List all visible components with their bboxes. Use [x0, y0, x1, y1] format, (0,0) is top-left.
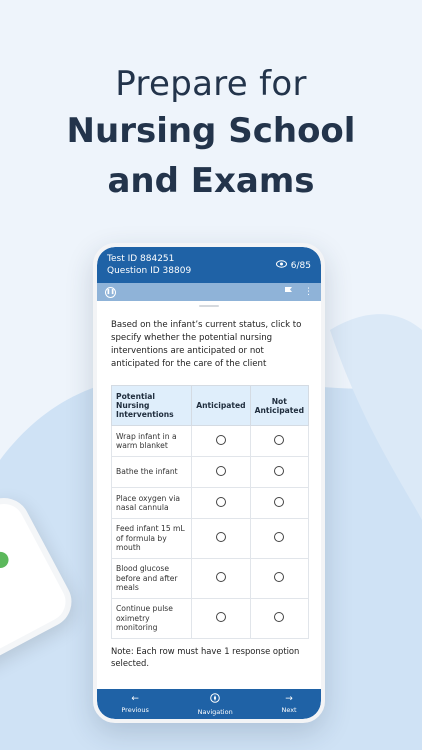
arrow-right-icon: →: [285, 693, 293, 704]
question-content: [97, 307, 321, 669]
phone-mockup: [93, 243, 325, 723]
row-label: Blood glucose before and after meals: [112, 559, 192, 599]
headline-line-2: Nursing School: [66, 111, 356, 151]
question-id: Question ID 38809: [107, 266, 192, 276]
pause-icon[interactable]: ❚❚: [105, 287, 116, 298]
progress-chip: [0, 549, 11, 571]
table-row: [112, 519, 309, 559]
row-label: Feed infant 15 mL of formula by mouth: [112, 519, 192, 559]
headline-line-3: and Exams: [107, 161, 315, 201]
app-header: [97, 247, 321, 283]
row-label: Wrap infant in a warm blanket: [112, 426, 192, 457]
app-screen: [97, 247, 321, 719]
flag-icon[interactable]: [284, 286, 294, 298]
table-row: [112, 426, 309, 457]
table-row: [112, 559, 309, 599]
column-header-not-anticipated: Not Anticipated: [250, 386, 308, 426]
next-label: Next: [281, 705, 297, 714]
more-vertical-icon[interactable]: ⋮: [304, 286, 313, 297]
interventions-table: [111, 385, 309, 639]
anticipated-radio[interactable]: [216, 466, 226, 476]
next-button[interactable]: [281, 695, 296, 714]
table-row: [112, 457, 309, 488]
anticipated-radio[interactable]: [216, 612, 226, 622]
anticipated-radio[interactable]: [216, 572, 226, 582]
table-row: [112, 488, 309, 519]
compass-icon: [210, 693, 220, 706]
anticipated-radio[interactable]: [216, 435, 226, 445]
row-label: Place oxygen via nasal cannula: [112, 488, 192, 519]
bottom-navigation: [97, 689, 321, 719]
row-label: Bathe the infant: [112, 457, 192, 488]
question-text: Based on the infant’s current status, click to specify whether the potential nursing interventions are anticipated or not anticipated for the care of the client: [111, 320, 302, 369]
anticipated-radio[interactable]: [216, 497, 226, 507]
not-anticipated-radio[interactable]: [274, 466, 284, 476]
navigation-button[interactable]: [198, 693, 233, 716]
headline: [0, 62, 422, 206]
question-toolbar: [97, 283, 321, 301]
not-anticipated-radio[interactable]: [274, 497, 284, 507]
column-header-anticipated: Anticipated: [192, 386, 250, 426]
not-anticipated-radio[interactable]: [274, 612, 284, 622]
arrow-left-icon: ←: [131, 693, 139, 704]
table-row: [112, 599, 309, 639]
anticipated-radio[interactable]: [216, 532, 226, 542]
previous-button[interactable]: [121, 695, 148, 714]
row-label: Continue pulse oximetry monitoring: [112, 599, 192, 639]
headline-line-1: Prepare for: [115, 64, 307, 104]
selection-note: Note: Each row must have 1 response option selected.: [111, 646, 300, 668]
eye-icon: [276, 260, 287, 272]
not-anticipated-radio[interactable]: [274, 435, 284, 445]
test-id: Test ID 884251: [107, 254, 175, 264]
progress-text: 6/85: [290, 261, 311, 271]
previous-label: Previous: [121, 705, 149, 714]
column-header-interventions: Potential Nursing Interventions: [112, 386, 192, 426]
question-counter: [276, 260, 311, 272]
not-anticipated-radio[interactable]: [274, 572, 284, 582]
not-anticipated-radio[interactable]: [274, 532, 284, 542]
navigation-label: Navigation: [197, 707, 233, 716]
